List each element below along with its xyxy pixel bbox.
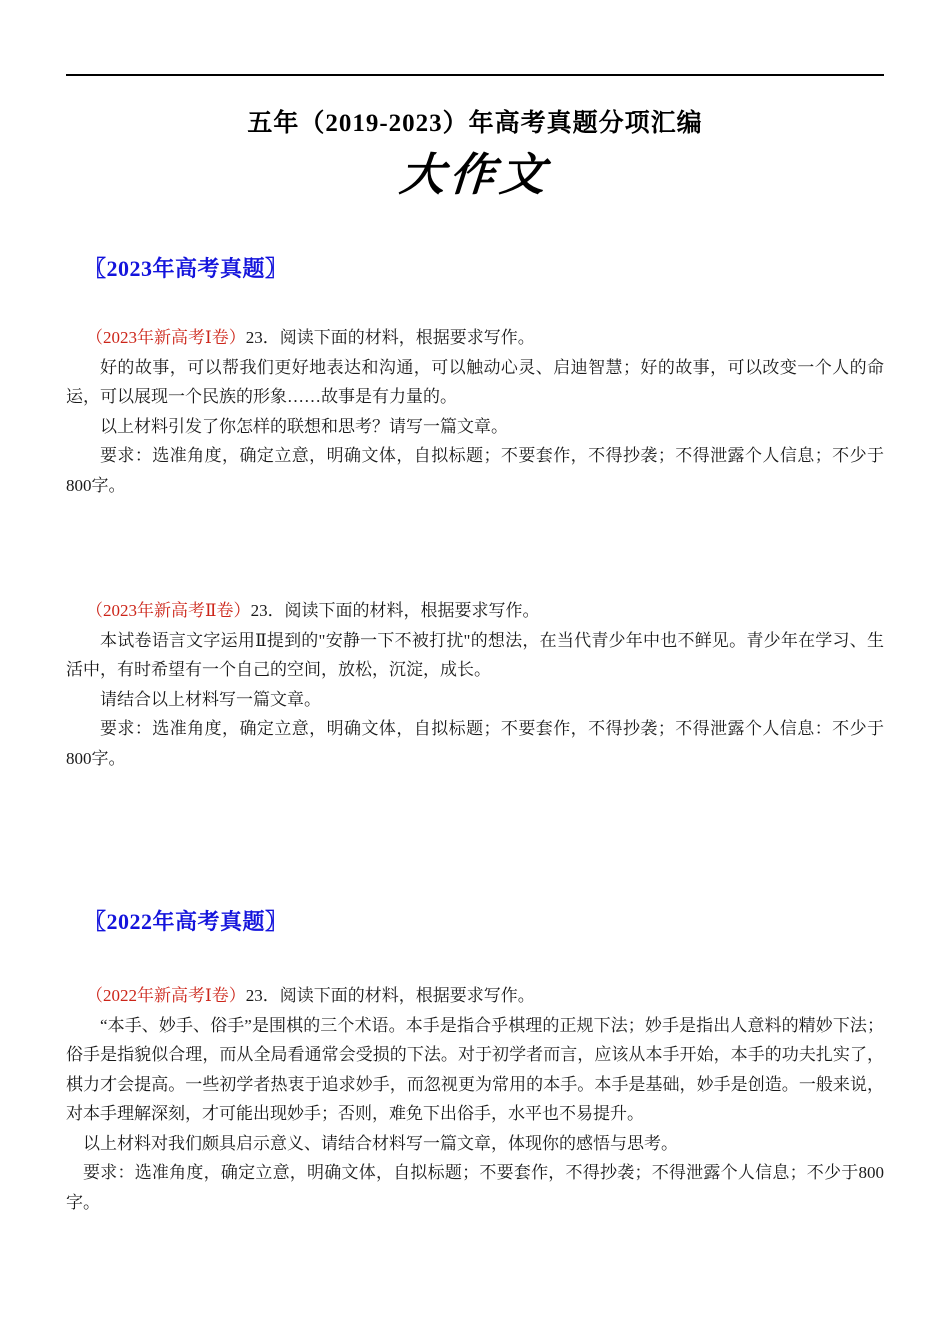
question-lead: 23．阅读下面的材料，根据要求写作。	[250, 601, 540, 620]
requirements-paragraph: 要求：选准角度，确定立意，明确文体，自拟标题；不要套作，不得抄袭；不得泄露个人信息；不少于800字。	[66, 1163, 884, 1212]
question-lead: 23．阅读下面的材料，根据要求写作。	[245, 328, 535, 347]
material-paragraph: 本试卷语言文字运用Ⅱ提到的"安静一下不被打扰"的想法，在当代青少年中也不鲜见。青少年在学习、生活中，有时希望有一个自己的空间，放松，沉淀，成长。	[66, 630, 884, 679]
material-paragraph: “本手、妙手、俗手”是围棋的三个术语。本手是指合乎棋理的正规下法；妙手是指出人意料的精妙下法；俗手是指貌似合理，而从全局看通常会受损的下法。对于初学者而言，应该从本手开始，本手的功夫扎实了，棋力才会提高。一些初学者热衷于追求妙手，而忽视更为常用的本手。本手是基础，妙手是创造。一般来说，对本手理解深刻，才可能出现妙手；否则，难免下出俗手，水平也不易提升。	[66, 1015, 884, 1123]
question-block-2023-paper1	[66, 323, 884, 500]
section-heading-2023: 〖2023年高考真题〗	[84, 256, 288, 281]
requirements-paragraph: 要求：选准角度，确定立意，明确文体，自拟标题；不要套作，不得抄袭；不得泄露个人信息；不少于800字。	[66, 446, 884, 495]
document-subtitle: 大作文	[397, 150, 552, 200]
exam-paper-tag: （2023年新高考Ⅰ卷）	[86, 328, 246, 347]
question-header	[66, 596, 884, 626]
prompt-paragraph: 以上材料引发了你怎样的联想和思考？请写一篇文章。	[100, 416, 508, 436]
requirements-paragraph: 要求：选准角度，确定立意，明确文体，自拟标题；不要套作，不得抄袭；不得泄露个人信息：不少于800字。	[66, 719, 884, 768]
question-lead: 23．阅读下面的材料，根据要求写作。	[245, 986, 535, 1005]
question-block-2022-paper1	[66, 981, 884, 1217]
question-block-2023-paper2	[66, 596, 884, 773]
document-title: 五年（2019-2023）年高考真题分项汇编	[247, 110, 703, 137]
section-heading-2022: 〖2022年高考真题〗	[84, 909, 288, 934]
material-paragraph: 好的故事，可以帮我们更好地表达和沟通，可以触动心灵、启迪智慧；好的故事，可以改变一个人的命运，可以展现一个民族的形象……故事是有力量的。	[66, 357, 884, 406]
header-rule	[66, 74, 884, 76]
question-header	[66, 981, 884, 1011]
exam-paper-tag: （2023年新高考Ⅱ卷）	[86, 601, 251, 620]
exam-paper-tag: （2022年新高考Ⅰ卷）	[86, 986, 246, 1005]
prompt-paragraph: 以上材料对我们颇具启示意义、请结合材料写一篇文章，体现你的感悟与思考。	[83, 1133, 678, 1153]
question-header	[66, 323, 884, 353]
prompt-paragraph: 请结合以上材料写一篇文章。	[100, 689, 321, 709]
